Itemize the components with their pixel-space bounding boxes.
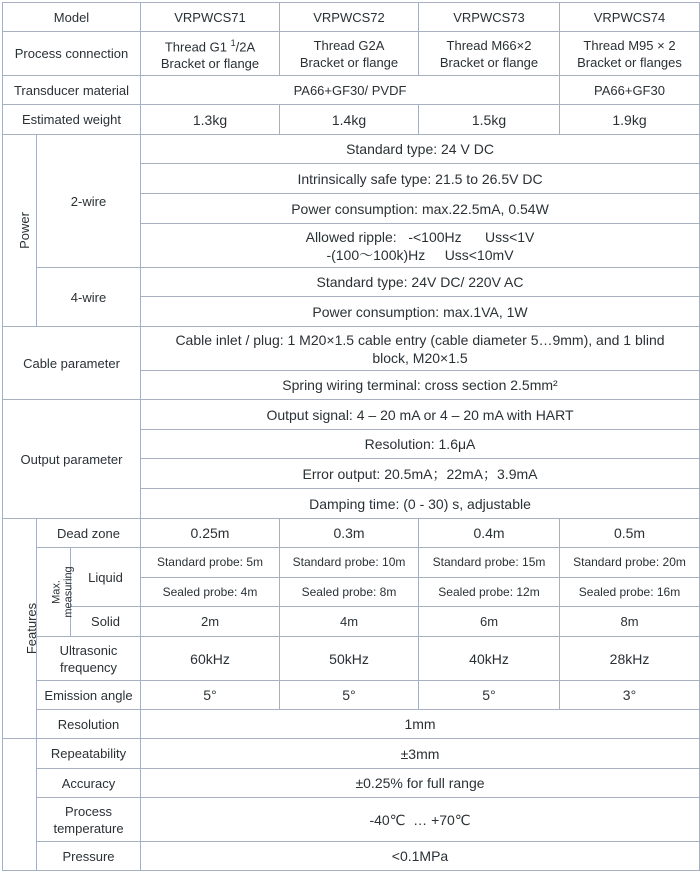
emission-value: 5° (419, 681, 560, 710)
emission-value: 5° (280, 681, 419, 710)
weight-value: 1.9kg (560, 105, 700, 135)
transducer-material-value: PA66+GF30/ PVDF (141, 76, 560, 105)
temperature-label: Process temperature (37, 798, 141, 842)
four-wire-standard: Standard type: 24V DC/ 220V AC (141, 268, 700, 297)
liquid-sealed-value: Sealed probe: 8m (280, 578, 419, 607)
emission-label: Emission angle (37, 681, 141, 710)
solid-value: 4m (280, 607, 419, 637)
power-label: Power (16, 212, 32, 249)
cable-inlet-line-1: Cable inlet / plug: 1 M20×1.5 cable entry (cable diameter 5…9mm), and 1 blind (175, 331, 665, 348)
features-label: Features (24, 602, 40, 655)
resolution-label: Resolution (37, 710, 141, 739)
repeatability-row (3, 739, 700, 769)
temperature-value: -40℃ … +70℃ (141, 798, 700, 842)
pressure-row (3, 842, 700, 871)
estimated-weight-label: Estimated weight (3, 105, 141, 135)
emission-value: 3° (560, 681, 700, 710)
resolution-value: 1mm (141, 710, 700, 739)
output-row (3, 400, 700, 430)
transducer-material-label: Transducer material (3, 76, 141, 105)
output-resolution: Resolution: 1.6μA (141, 430, 700, 459)
cable-row (3, 327, 700, 371)
liquid-standard-value: Standard probe: 15m (419, 548, 560, 578)
ripple-line-1: Allowed ripple: -<100Hz Uss<1V (305, 228, 535, 245)
power-row (3, 268, 700, 297)
four-wire-consumption: Power consumption: max.1VA, 1W (141, 297, 700, 327)
two-wire-intrinsic: Intrinsically safe type: 21.5 to 26.5V DC (141, 164, 700, 194)
model-name: VRPWCS73 (419, 3, 560, 32)
features-section (3, 519, 40, 739)
process-connection-label: Process connection (3, 32, 141, 76)
process-connection-cell (141, 32, 280, 76)
misc-section (3, 739, 37, 871)
spec-table (2, 2, 700, 871)
liquid-label: Liquid (71, 548, 141, 607)
thread-text: Thread M95 × 2 (583, 37, 676, 53)
mount-text: Bracket or flange (160, 56, 260, 72)
dead-zone-value: 0.3m (280, 519, 419, 548)
process-connection-row (3, 32, 700, 76)
ripple-line-2: -(100～100k)Hz Uss<10mV (326, 246, 514, 263)
thread-text: Thread G2A (313, 37, 385, 53)
liquid-sealed-value: Sealed probe: 12m (419, 578, 560, 607)
mount-text: Bracket or flanges (577, 54, 682, 70)
estimated-weight-row (3, 105, 700, 135)
solid-value: 2m (141, 607, 280, 637)
process-connection-cell (280, 32, 419, 76)
thread-text: Thread M66×2 (446, 37, 532, 53)
dead-zone-row (3, 519, 700, 548)
two-wire-ripple (141, 224, 700, 268)
output-signal: Output signal: 4 – 20 mA or 4 – 20 mA with HART (141, 400, 700, 430)
solid-value: 8m (560, 607, 700, 637)
process-connection-cell (419, 32, 560, 76)
transducer-material-row (3, 76, 700, 105)
transducer-material-value: PA66+GF30 (560, 76, 700, 105)
two-wire-consumption: Power consumption: max.22.5mA, 0.54W (141, 194, 700, 224)
dead-zone-value: 0.5m (560, 519, 700, 548)
output-damping: Damping time: (0 - 30) s, adjustable (141, 489, 700, 519)
two-wire-label: 2-wire (37, 135, 141, 268)
weight-value: 1.5kg (419, 105, 560, 135)
max-measuring-label (37, 548, 75, 637)
ultrasonic-value: 28kHz (560, 637, 700, 681)
solid-value: 6m (419, 607, 560, 637)
dead-zone-value: 0.25m (141, 519, 280, 548)
ultrasonic-row (3, 637, 700, 681)
ultrasonic-value: 50kHz (280, 637, 419, 681)
solid-row (3, 607, 700, 637)
ultrasonic-value: 60kHz (141, 637, 280, 681)
pressure-label: Pressure (37, 842, 141, 871)
power-row (3, 135, 700, 164)
resolution-row (3, 710, 700, 739)
max-measuring-text: Max. measuring (50, 565, 75, 618)
ultrasonic-label: Ultrasonic frequency (37, 637, 141, 681)
emission-value: 5° (141, 681, 280, 710)
four-wire-label: 4-wire (37, 268, 141, 327)
cable-inlet (141, 327, 700, 371)
thread-sup: 1 (230, 37, 236, 48)
accuracy-value: ±0.25% for full range (141, 769, 700, 798)
thread-post: /2A (235, 39, 256, 55)
cable-inlet-line-2: block, M20×1.5 (372, 349, 468, 366)
cable-label: Cable parameter (3, 327, 141, 400)
repeatability-value: ±3mm (141, 739, 700, 769)
ultrasonic-value: 40kHz (419, 637, 560, 681)
liquid-standard-value: Standard probe: 10m (280, 548, 419, 578)
weight-value: 1.3kg (141, 105, 280, 135)
model-label: Model (3, 3, 141, 32)
model-name: VRPWCS71 (141, 3, 280, 32)
solid-label: Solid (71, 607, 141, 637)
model-name: VRPWCS74 (560, 3, 700, 32)
power-section (3, 135, 37, 327)
accuracy-row (3, 769, 700, 798)
liquid-standard-value: Standard probe: 5m (141, 548, 280, 578)
two-wire-standard: Standard type: 24 V DC (141, 135, 700, 164)
liquid-sealed-value: Sealed probe: 16m (560, 578, 700, 607)
mount-text: Bracket or flange (299, 54, 399, 70)
weight-value: 1.4kg (280, 105, 419, 135)
dead-zone-value: 0.4m (419, 519, 560, 548)
output-label: Output parameter (3, 400, 141, 519)
liquid-standard-row (3, 548, 700, 578)
output-error: Error output: 20.5mA；22mA；3.9mA (141, 459, 700, 489)
thread-pre: Thread G1 (164, 39, 231, 55)
liquid-sealed-value: Sealed probe: 4m (141, 578, 280, 607)
cable-terminal: Spring wiring terminal: cross section 2.5mm² (141, 371, 700, 400)
repeatability-label: Repeatability (37, 739, 141, 769)
process-connection-cell (560, 32, 700, 76)
liquid-standard-value: Standard probe: 20m (560, 548, 700, 578)
accuracy-label: Accuracy (37, 769, 141, 798)
emission-row (3, 681, 700, 710)
model-name: VRPWCS72 (280, 3, 419, 32)
dead-zone-label: Dead zone (37, 519, 141, 548)
temperature-row (3, 798, 700, 842)
pressure-value: <0.1MPa (141, 842, 700, 871)
header-row (3, 3, 700, 32)
mount-text: Bracket or flange (439, 54, 539, 70)
